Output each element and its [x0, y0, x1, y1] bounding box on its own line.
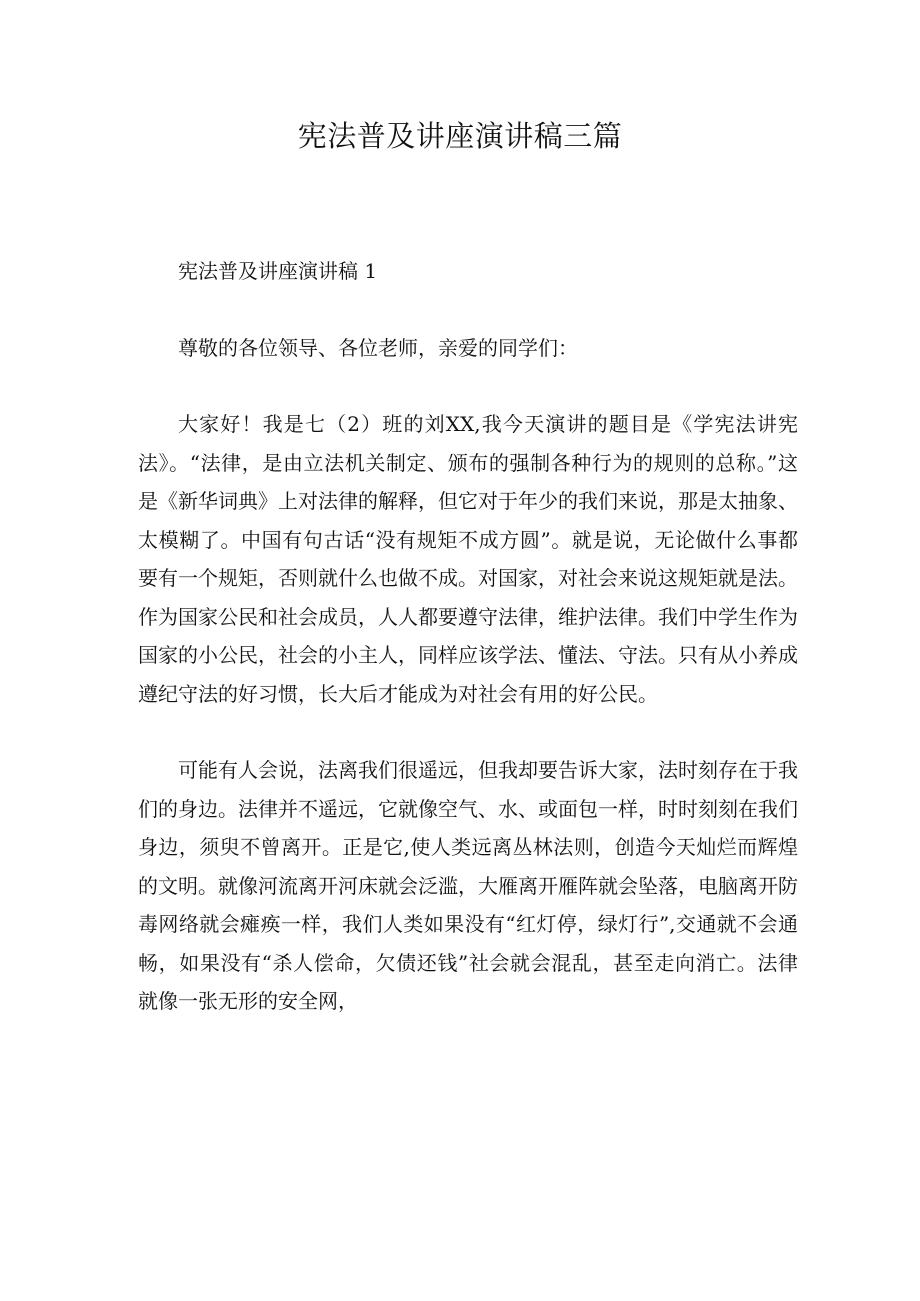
document-title: 宪法普及讲座演讲稿三篇	[297, 119, 623, 153]
salutation: 尊敬的各位领导、各位老师，亲爱的同学们：	[178, 335, 578, 360]
paragraph-2: 可能有人会说，法离我们很遥远，但我却要告诉大家，法时刻存在于我们的身边。法律并不遥远，它就像空气、水、或面包一样，时时刻刻在我们身边，须臾不曾离开。正是它,使人类远离丛林法则，创造今天灿烂而辉煌的文明。就像河流离开河床就会泛滥，大雁离开雁阵就会坠落，电脑离开防毒网络就会瘫痪一样，我们人类如果没有“红灯停，绿灯行”,交通就不会通畅，如果没有“杀人偿命，欠债还钱”社会就会混乱，甚至走向消亡。法律就像一张无形的安全网，	[138, 758, 798, 1013]
paragraph-1: 大家好！我是七（2）班的刘XX,我今天演讲的题目是《学宪法讲宪法》。“法律，是由立法机关制定、颁布的强制各种行为的规则的总称。”这是《新华词典》上对法律的解释，但它对于年少的我们来说，那是太抽象、太模糊了。中国有句古话“没有规矩不成方圆”。就是说，无论做什么事都要有一个规矩，否则就什么也做不成。对国家，对社会来说这规矩就是法。作为国家公民和社会成员，人人都要遵守法律，维护法律。我们中学生作为国家的小公民，社会的小主人，同样应该学法、懂法、守法。只有从小养成遵纪守法的好习惯，长大后才能成为对社会有用的好公民。	[138, 412, 798, 706]
document-body	[138, 252, 798, 1021]
section-heading: 宪法普及讲座演讲稿 1	[178, 259, 378, 283]
